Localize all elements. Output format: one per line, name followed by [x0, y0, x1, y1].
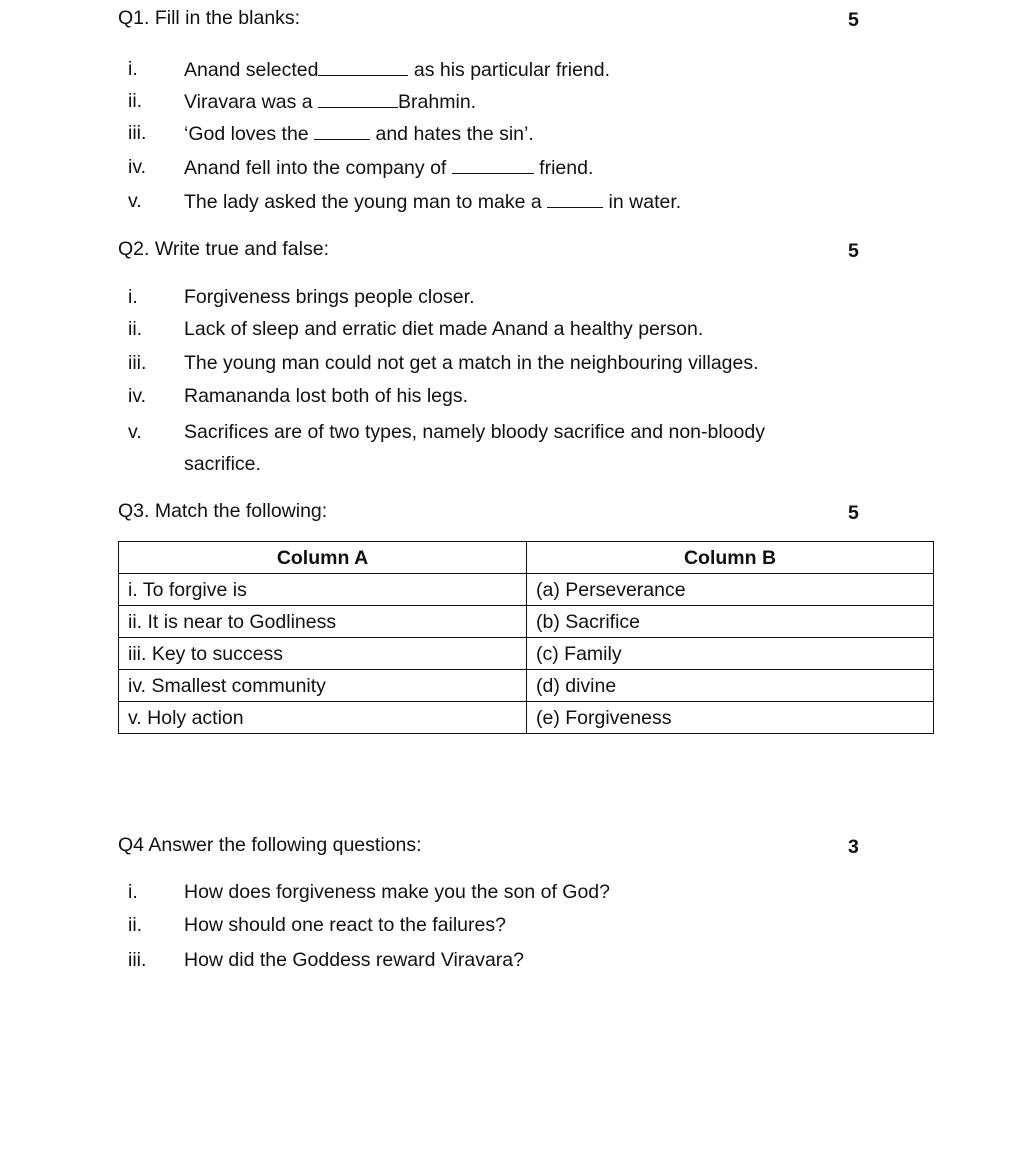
answer-blank[interactable] — [314, 121, 370, 140]
column-b-cell: (d) divine — [527, 670, 934, 702]
blank-text-before: Anand selected — [184, 59, 319, 81]
blank-text-after: as his particular friend. — [408, 59, 611, 81]
item-number: i. — [128, 881, 138, 903]
blank-text-after: in water. — [603, 191, 682, 213]
blank-text-before: Viravara was a — [184, 91, 319, 113]
column-a-cell: v. Holy action — [119, 702, 527, 734]
item-number: iii. — [128, 949, 147, 971]
q3-marks: 5 — [848, 502, 859, 524]
column-a-cell: i. To forgive is — [119, 574, 527, 606]
blank-text-before: Anand fell into the company of — [184, 157, 452, 179]
column-b-cell: (b) Sacrifice — [527, 606, 934, 638]
statement-text: Ramananda lost both of his legs. — [184, 385, 469, 407]
q3-title: Q3. Match the following: — [118, 500, 328, 522]
column-a-header: Column A — [119, 542, 527, 574]
item-number: i. — [128, 58, 138, 80]
column-b-cell: (a) Perseverance — [527, 574, 934, 606]
table-row — [119, 670, 934, 702]
q4-marks: 3 — [848, 836, 859, 858]
column-a-cell: iv. Smallest community — [119, 670, 527, 702]
item-number: v. — [128, 421, 142, 443]
q4-title: Q4 Answer the following questions: — [118, 834, 422, 856]
question-text: How did the Goddess reward Viravara? — [184, 949, 524, 971]
blank-text-before: The lady asked the young man to make a — [184, 191, 548, 213]
answer-blank[interactable] — [547, 189, 603, 208]
table-row — [119, 638, 934, 670]
item-number: ii. — [128, 914, 143, 936]
q1-title: Q1. Fill in the blanks: — [118, 7, 301, 29]
item-number: iv. — [128, 156, 147, 178]
item-number: iii. — [128, 122, 147, 144]
column-b-header: Column B — [527, 542, 934, 574]
answer-blank[interactable] — [318, 57, 408, 76]
item-number: ii. — [128, 90, 143, 112]
column-b-cell: (e) Forgiveness — [527, 702, 934, 734]
q1-marks: 5 — [848, 9, 859, 31]
table-row — [119, 606, 934, 638]
answer-blank[interactable] — [318, 89, 398, 108]
table-row — [119, 702, 934, 734]
item-number: iii. — [128, 352, 147, 374]
blank-text-after: friend. — [533, 157, 594, 179]
q2-marks: 5 — [848, 240, 859, 262]
match-table — [118, 541, 934, 734]
item-number: iv. — [128, 385, 147, 407]
column-b-cell: (c) Family — [527, 638, 934, 670]
item-number: v. — [128, 190, 142, 212]
blank-text-after: Brahmin. — [398, 91, 477, 113]
question-text: How does forgiveness make you the son of God? — [184, 881, 610, 903]
column-a-cell: ii. It is near to Godliness — [119, 606, 527, 638]
blank-text-after: and hates the sin’. — [370, 123, 534, 145]
statement-text: Lack of sleep and erratic diet made Anand a healthy person. — [184, 318, 704, 340]
question-text: How should one react to the failures? — [184, 914, 506, 936]
item-number: ii. — [128, 318, 143, 340]
statement-text: Forgiveness brings people closer. — [184, 286, 475, 308]
statement-text: Sacrifices are of two types, namely bloody sacrifice and non-bloody — [184, 421, 765, 443]
statement-text: The young man could not get a match in the neighbouring villages. — [184, 352, 759, 374]
blank-text-before: ‘God loves the — [184, 123, 315, 145]
table-row — [119, 574, 934, 606]
statement-text-continued: sacrifice. — [184, 453, 261, 475]
table-header-row — [119, 542, 934, 574]
answer-blank[interactable] — [452, 155, 534, 174]
column-a-cell: iii. Key to success — [119, 638, 527, 670]
q2-title: Q2. Write true and false: — [118, 238, 329, 260]
item-number: i. — [128, 286, 138, 308]
